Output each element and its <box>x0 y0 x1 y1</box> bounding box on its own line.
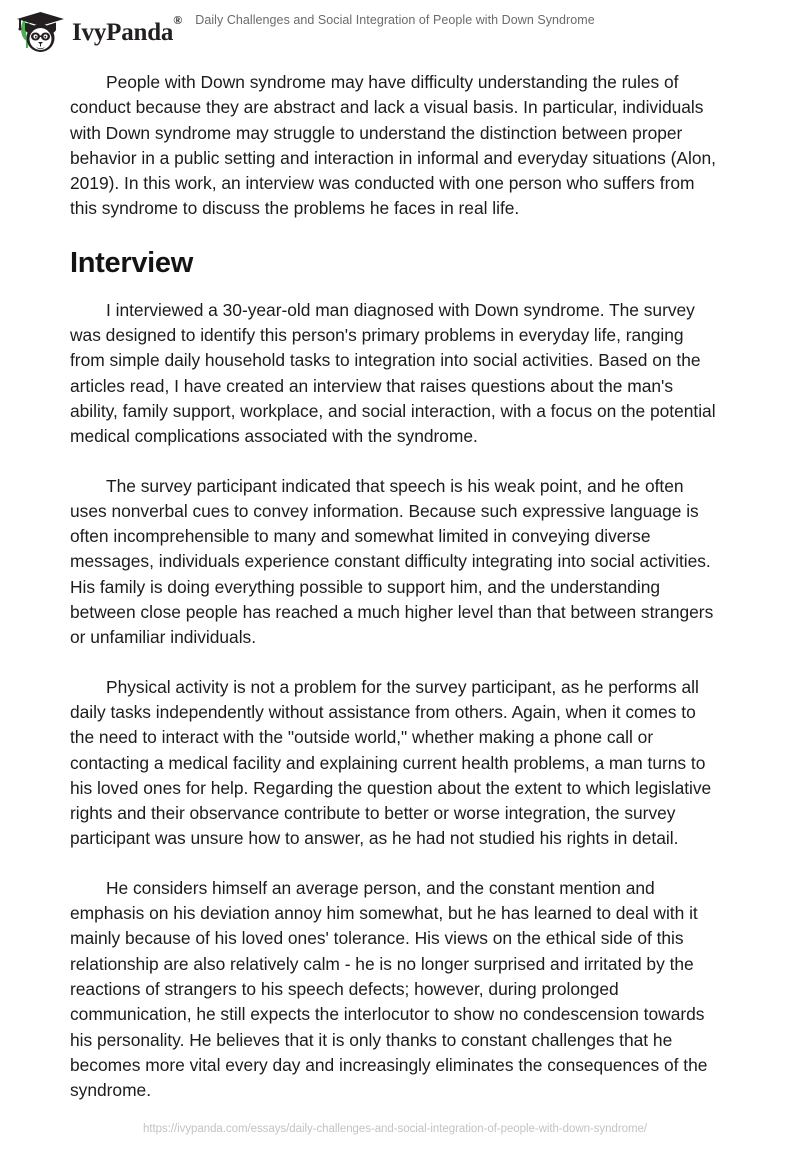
brand-name-text: IvyPanda <box>72 18 174 46</box>
document-header-title: Daily Challenges and Social Integration of People with Down Syndrome <box>195 13 595 27</box>
page-footer <box>0 1114 800 1160</box>
source-url-link[interactable]: https://ivypanda.com/essays/daily-challenges-and-social-integration-of-people-with-down-syndrome/ <box>143 1123 647 1135</box>
page-header <box>0 0 800 62</box>
paragraph: I interviewed a 30-year-old man diagnosed with Down syndrome. The survey was designed to identify this person's primary problems in everyday life, ranging from simple daily household tasks to integration into social activities. Based on the articles read, I have created an interview that raises questions about the man's ability, family support, workplace, and social interaction, with a focus on the potential medical complications associated with the syndrome. <box>70 299 716 447</box>
paragraph: The survey participant indicated that speech is his weak point, and he often uses nonverbal cues to convey information. Because such expressive language is often incomprehensible to many and somewhat limited in conveying diverse messages, individuals experience constant difficulty integrating into social activities. His family is doing everything possible to support him, and the understanding between close people has reached a much higher level than that between strangers or unfamiliar individuals. <box>70 475 714 648</box>
document-content <box>70 70 720 1127</box>
paragraph: He considers himself an average person, and the constant mention and emphasis on his deviation annoy him somewhat, but he has learned to deal with it mainly because of his loved ones' tolerance. His views on the ethical side of this relationship are also relatively calm - he is no longer surprised and irritated by the reactions of strangers to his speech defects; however, during prolonged communication, he still expects the interlocutor to show no condescension towards his personality. He believes that it is only thanks to constant challenges that he becomes more vital every day and increasingly eliminates the consequences of the syndrome. <box>70 877 708 1101</box>
paragraph: Physical activity is not a problem for the survey participant, as he performs all daily tasks independently without assistance from others. Again, when it comes to the need to interact with the "outside world," whether making a phone call or contacting a medical facility and explaining current health problems, a man turns to his loved ones for help. Regarding the question about the extent to which legislative rights and their observance contribute to better or worse integration, the survey participant was unsure how to answer, as he had not studied his rights in detail. <box>70 676 712 849</box>
paragraph: People with Down syndrome may have difficulty understanding the rules of conduct because they are abstract and lack a visual basis. In particular, individuals with Down syndrome may struggle to understand the distinction between proper behavior in a public setting and interaction in informal and everyday situations (Alon, 2019). In this work, an interview was conducted with one person who suffers from this syndrome to discuss the problems he faces in real life. <box>70 72 716 219</box>
section-heading-interview: Interview <box>70 246 194 279</box>
registered-trademark-symbol: ® <box>173 13 182 28</box>
